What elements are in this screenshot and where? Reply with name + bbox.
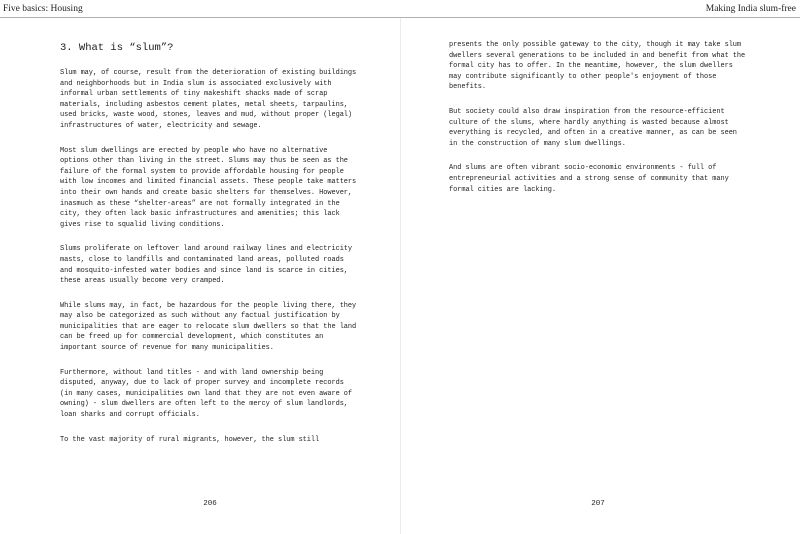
paragraph: But society could also draw inspiration from the resource-efficient culture of the slums, where hardly anything is wasted because almost everything is recycled, and often in a creative manner, as can be seen in the construction of many slum dwellings.: [449, 107, 737, 148]
paragraph: And slums are often vibrant socio-economic environments - full of entrepreneurial activities and a strong sense of community that many formal cities are lacking.: [449, 164, 729, 194]
left-page: [60, 0, 360, 534]
paragraph: To the vast majority of rural migrants, however, the slum still: [60, 435, 320, 444]
section-title: 3. What is “slum”?: [60, 42, 174, 54]
paragraph: Furthermore, without land titles - and with land ownership being disputed, anyway, due to lack of proper survey and incomplete records (in many cases, municipalities own land that they are not even aware of owning) - slum dwellers are often left to the mercy of slum landlords, loan sharks and corrupt officials.: [60, 368, 353, 420]
running-header-left: Five basics: Housing: [3, 4, 83, 14]
right-body-text: [449, 40, 747, 209]
running-header-right: Making India slum-free: [705, 4, 796, 14]
paragraph: Slums proliferate on leftover land around railway lines and electricity masts, close to landfills and contaminated land areas, polluted roads and mosquito-infested water bodies and since land is scarce in cities, these areas usually become very cramped.: [60, 245, 353, 286]
right-page: [449, 0, 747, 534]
paragraph: Most slum dwellings are erected by people who have no alternative options other than living in the street. Slums may thus be seen as the failure of the formal system to provide affordable housing for people with low incomes and limited financial assets. These people take matters into their own hands and create basic shelters for themselves. However, inasmuch as these “shelter-areas” are not formally integrated in the city, they often lack basic infrastructures and amenities; this lack gives rise to squalid living conditions.: [60, 146, 357, 229]
page-number-left: 206: [203, 500, 217, 508]
left-body-text: [60, 68, 360, 459]
paragraph: Slum may, of course, result from the deterioration of existing buildings and neighborhoods but in India slum is associated exclusively with informal urban settlements of tiny makeshift shacks made of scrap materials, including asbestos cement plates, metal sheets, tarpaulins, used bricks, waste wood, stones, leaves and mud, without proper (legal) infrastructures of water, electricity and sewage.: [60, 69, 357, 130]
paragraph: presents the only possible gateway to the city, though it may take slum dwellers several generations to be included in and benefit from what the formal city has to offer. In the meantime, however, the slum dwellers may contribute significantly to other people's enjoyment of those benefits.: [449, 41, 746, 92]
paragraph: While slums may, in fact, be hazardous for the people living there, they may also be categorized as such without any factual justification by municipalities that are eager to relocate slum dwellers so that the land can be freed up for commercial development, which constitutes an important source of revenue for many municipalities.: [60, 301, 357, 353]
page-gutter: [400, 18, 401, 534]
page-number-right: 207: [591, 500, 605, 508]
